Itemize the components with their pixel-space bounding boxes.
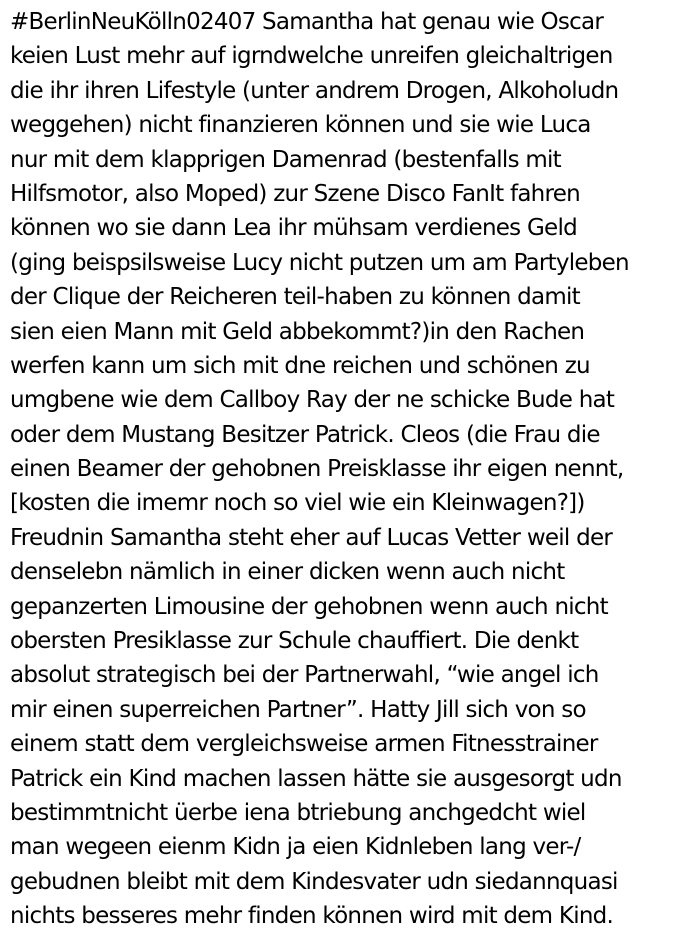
text-line-3: die ihr ihren Lifestyle (unter andrem Drogen, Alkoholudn xyxy=(10,77,619,104)
text-line-7: können wo sie dann Lea ihr mühsam verdienes Geld xyxy=(10,215,577,242)
text-line-16: Freudnin Samantha steht eher auf Lucas Vetter weil der xyxy=(10,524,613,551)
text-line-26: gebudnen bleibt mit dem Kindesvater udn siedannquasi xyxy=(10,868,618,895)
text-line-21: mir einen superreichen Partner”. Hatty Jill sich von so xyxy=(10,696,586,723)
text-line-18: gepanzerten Limousine der gehobnen wenn auch nicht xyxy=(10,593,608,620)
text-line-19: obersten Presiklasse zur Schule chauffiert. Die denkt xyxy=(10,628,579,655)
text-line-11: werfen kann um sich mit dne reichen und schönen zu xyxy=(10,352,590,379)
text-line-10: sien eien Mann mit Geld abbekommt?)in den Rachen xyxy=(10,318,585,345)
text-line-9: der Clique der Reicheren teil-haben zu können damit xyxy=(10,284,580,311)
text-line-2: keien Lust mehr auf igrndwelche unreifen gleichaltrigen xyxy=(10,43,613,70)
text-line-20: absolut strategisch bei der Partnerwahl, “wie angel ich xyxy=(10,662,599,689)
text-line-25: man wegeen eienm Kidn ja eien Kidnleben lang ver-/ xyxy=(10,834,581,861)
text-line-4: weggehen) nicht finanzieren können und sie wie Luca xyxy=(10,112,591,139)
text-line-27: nichts besseres mehr finden können wird mit dem Kind. xyxy=(10,903,614,930)
text-line-24: bestimmtnicht üerbe iena btriebung anchgedcht wiel xyxy=(10,799,586,826)
text-line-1: #BerlinNeuKölln02407 Samantha hat genau wie Oscar xyxy=(10,9,604,35)
text-line-17: denselebn nämlich in einer dicken wenn auch nicht xyxy=(10,559,565,586)
text-line-14: einen Beamer der gehobnen Preisklasse ihr eigen nennt, xyxy=(10,456,624,483)
text-line-23: Patrick ein Kind machen lassen hätte sie ausgesorgt udn xyxy=(10,765,622,792)
text-line-12: umgbene wie dem Callboy Ray der ne schicke Bude hat xyxy=(10,387,615,414)
text-line-13: oder dem Mustang Besitzer Patrick. Cleos (die Frau die xyxy=(10,421,600,448)
document-body-text xyxy=(10,5,684,934)
text-line-5: nur mit dem klapprigen Damenrad (bestenfalls mit xyxy=(10,146,561,173)
text-line-15: [kosten die imemr noch so viel wie ein Kleinwagen?]) xyxy=(10,490,585,517)
text-line-6: Hilfsmotor, also Moped) zur Szene Disco FanIt fahren xyxy=(10,180,580,207)
text-line-8: (ging beispsilsweise Lucy nicht putzen um am Partyleben xyxy=(10,249,629,276)
text-line-22: einem statt dem vergleichsweise armen Fitnesstrainer xyxy=(10,731,598,758)
